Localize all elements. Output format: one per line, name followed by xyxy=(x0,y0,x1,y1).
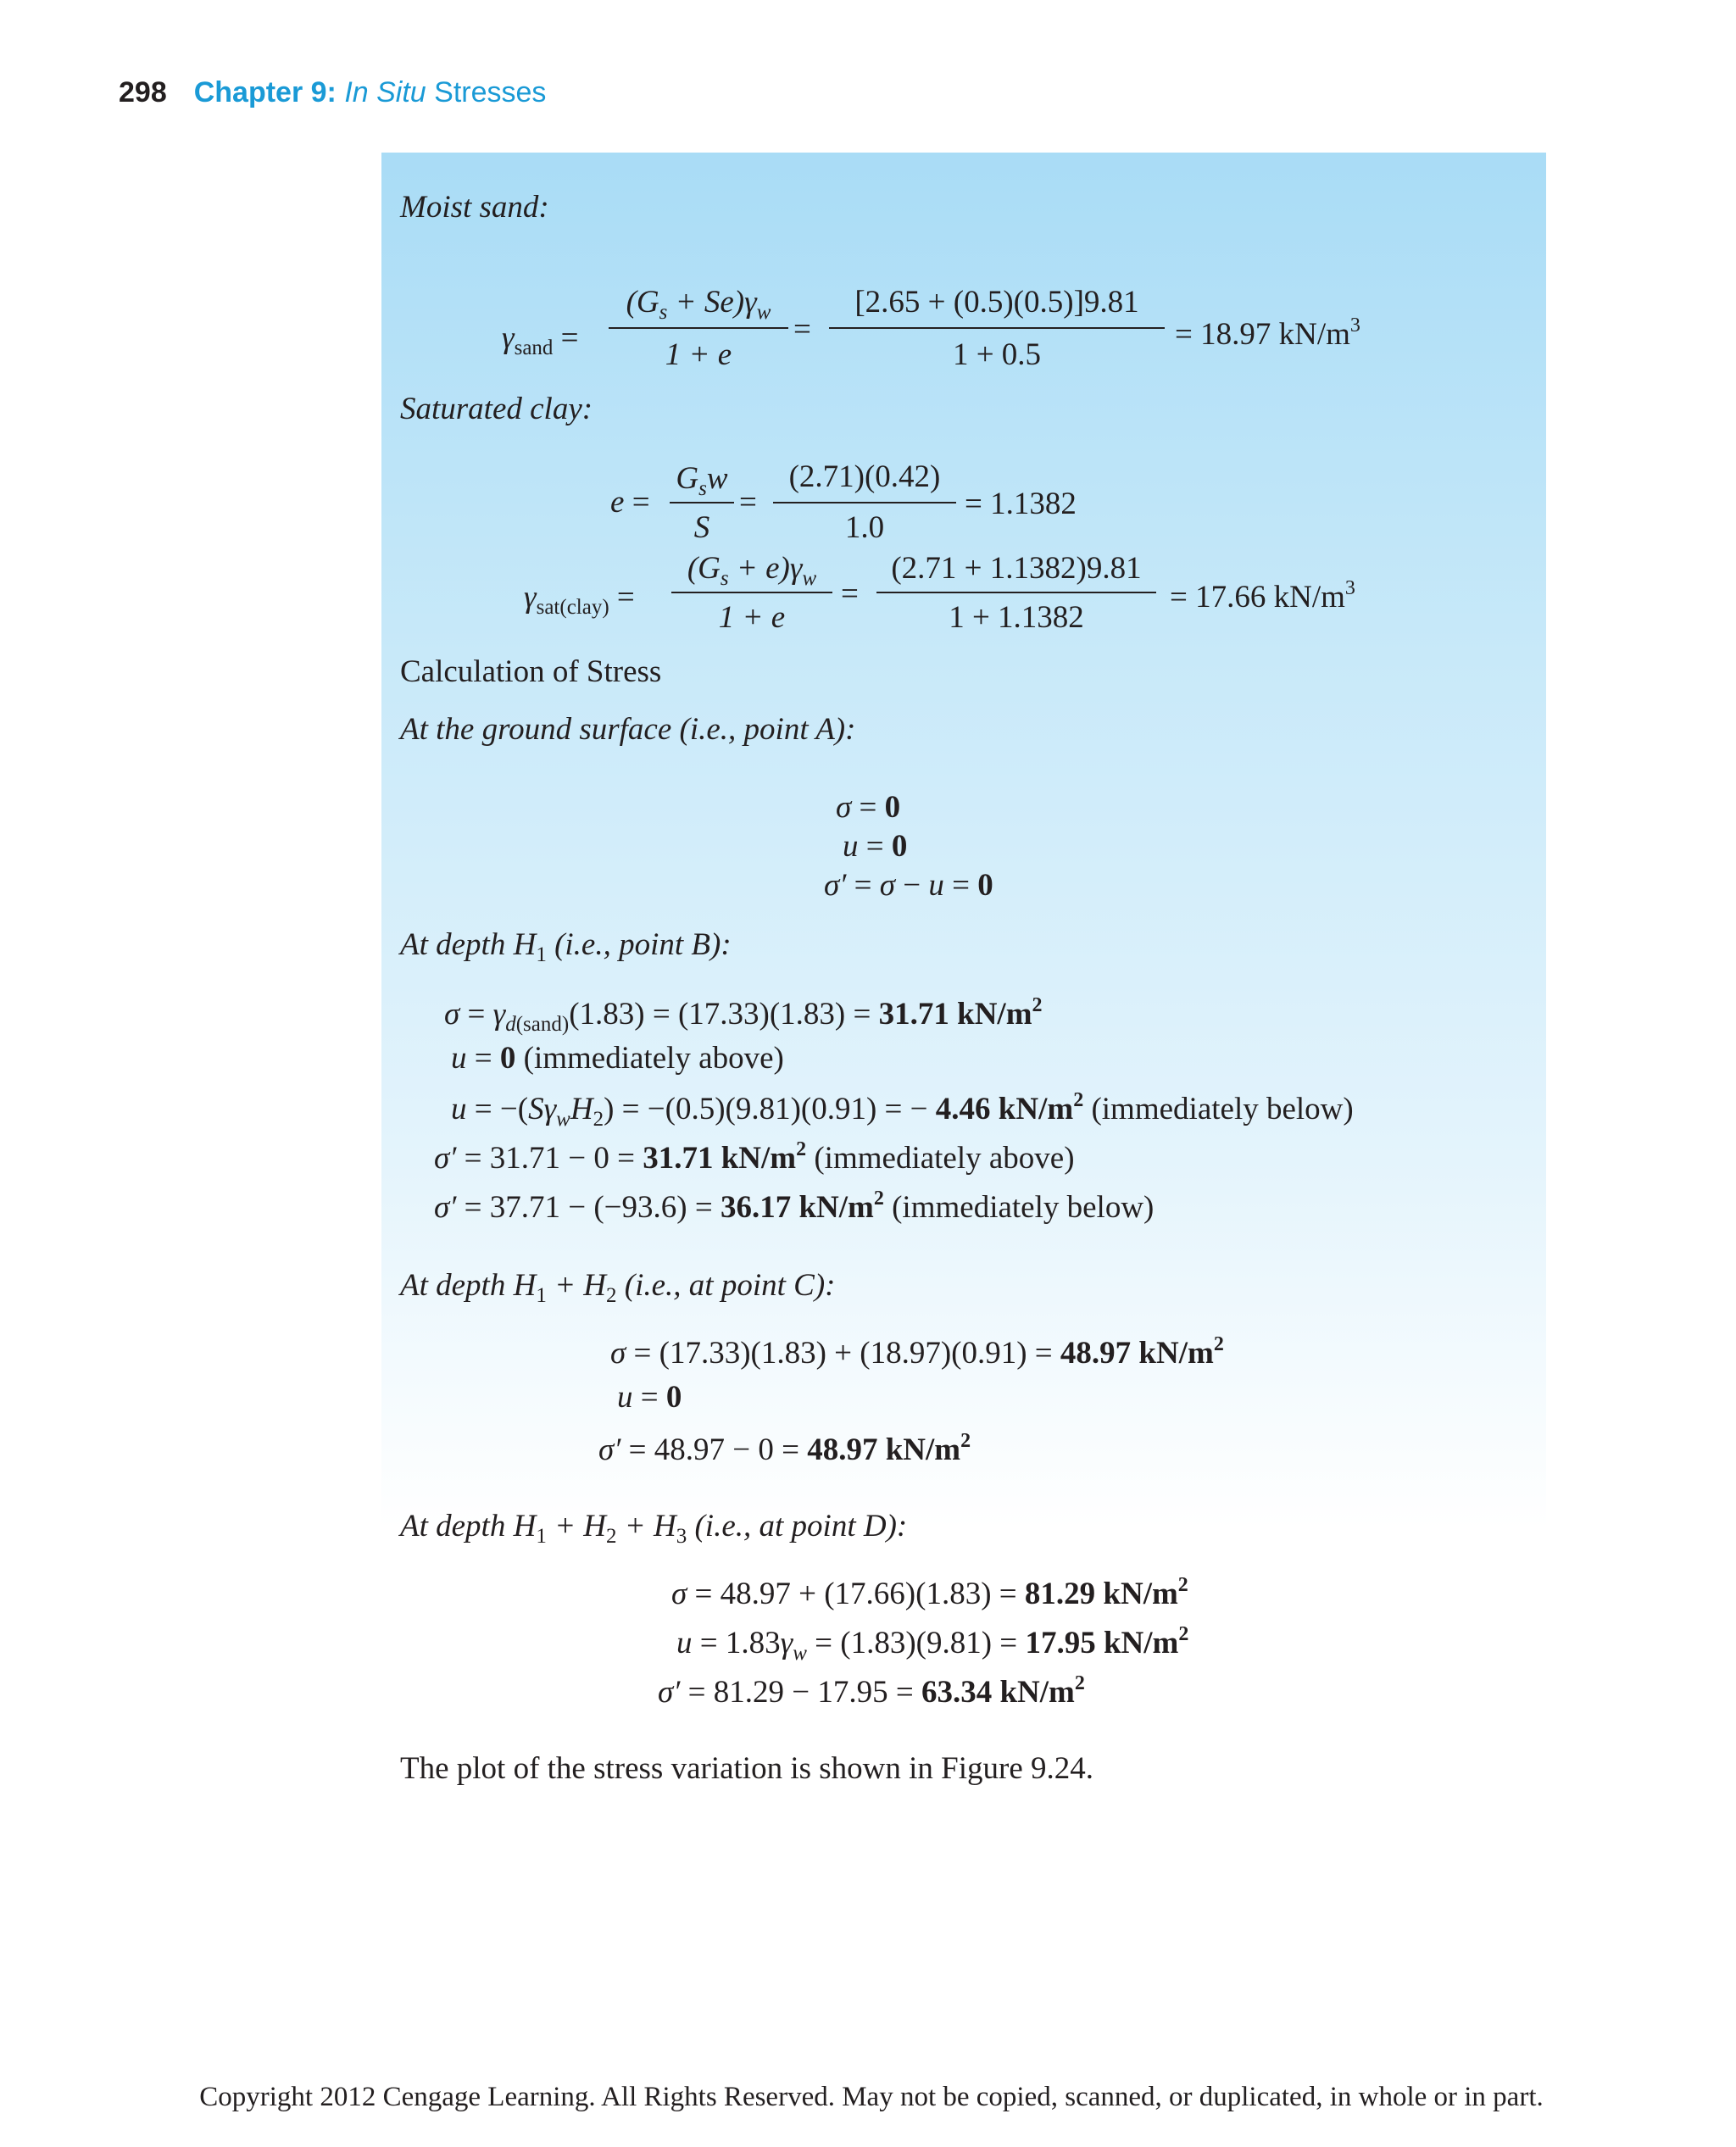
fraction-bar xyxy=(829,327,1165,329)
point-b-pore-pressure-above: u = 0 (immediately above) xyxy=(451,1041,784,1076)
void-ratio-result: = 1.1382 xyxy=(965,487,1077,521)
gamma-sand-symbol: $\gamma_{sand}$ = xyxy=(502,320,579,359)
gamma-sat-clay-symbol: $\gamma_{sat(clay)}$ = xyxy=(524,580,635,619)
clay-unit-weight-result: = 17.66 $kN/m^3$ xyxy=(1170,577,1355,615)
sand-formula-denominator: 1 + e xyxy=(665,337,732,372)
point-c-label: At depth $H_1 + H_2$ (i.e., at point C): xyxy=(400,1268,836,1307)
point-b-effective-stress-below: σ′ = 37.71 − (−93.6) = 36.17 $kN/m^2$ (immediately below) xyxy=(434,1188,1155,1225)
calc-stress-heading: Calculation of Stress xyxy=(400,654,662,689)
saturated-clay-label: Saturated clay: xyxy=(400,392,593,426)
point-a-total-stress: σ = 0 xyxy=(836,790,901,825)
fraction-bar xyxy=(670,502,734,503)
fraction-bar xyxy=(609,327,788,329)
sand-value-numerator: [2.65 + (0.5)(0.5)]9.81 xyxy=(854,285,1139,320)
point-c-total-stress: σ = (17.33)(1.83) + (18.97)(0.91) = 48.97 $kN/m^2$ xyxy=(610,1333,1224,1371)
copyright-footer: Copyright 2012 Cengage Learning. All Rights Reserved. May not be copied, scanned, or duplicated, in whole or in part. xyxy=(199,2082,1544,2112)
chapter-title-italic: In Situ xyxy=(344,76,426,108)
point-d-total-stress: σ = 48.97 + (17.66)(1.83) = 81.29 $kN/m^2$ xyxy=(671,1574,1188,1611)
chapter-title-rest: Stresses xyxy=(426,76,547,108)
page-number: 298 xyxy=(119,76,167,108)
point-d-label: At depth $H_1 + H_2 + H_3$ (i.e., at point D): xyxy=(400,1509,908,1548)
fraction-bar xyxy=(876,592,1156,593)
sand-value-denominator: 1 + 0.5 xyxy=(952,337,1042,372)
point-b-pore-pressure-below: $u = -(S\gamma_wH_2) = -(0.5)(9.81)(0.91)$ = − 4.46 $kN/m^2$ (immediately below) xyxy=(451,1089,1354,1131)
equals-sign: = xyxy=(739,485,757,520)
void-ratio-formula-numerator: $G_sw$ xyxy=(676,461,728,500)
point-d-effective-stress: σ′ = 81.29 − 17.95 = 63.34 $kN/m^2$ xyxy=(658,1672,1085,1710)
point-a-label: At the ground surface (i.e., point A): xyxy=(400,712,856,747)
fraction-bar xyxy=(773,502,956,503)
void-ratio-formula-denominator: S xyxy=(693,510,710,545)
clay-formula-denominator: 1 + e xyxy=(718,600,786,635)
point-c-pore-pressure: u = 0 xyxy=(617,1380,682,1415)
point-a-effective-stress: σ′ = σ − u = 0 xyxy=(824,868,993,903)
void-ratio-symbol: e = xyxy=(610,485,650,520)
clay-formula-numerator: $(G_s + e)\gamma_w$ xyxy=(687,551,817,590)
point-a-pore-pressure: u = 0 xyxy=(843,829,908,864)
sand-formula-numerator: $(G_s + Se)\gamma_w$ xyxy=(626,285,771,324)
fraction-bar xyxy=(671,592,832,593)
point-c-effective-stress: σ′ = 48.97 − 0 = 48.97 $kN/m^2$ xyxy=(598,1430,971,1467)
moist-sand-label: Moist sand: xyxy=(400,190,549,225)
running-header xyxy=(119,71,546,114)
clay-value-numerator: (2.71 + 1.1382)9.81 xyxy=(891,551,1142,586)
void-ratio-value-numerator: (2.71)(0.42) xyxy=(788,459,941,494)
clay-value-denominator: 1 + 1.1382 xyxy=(949,600,1084,635)
point-b-effective-stress-above: σ′ = 31.71 − 0 = 31.71 $kN/m^2$ (immediately above) xyxy=(434,1138,1075,1176)
void-ratio-value-denominator: 1.0 xyxy=(844,510,885,545)
closing-sentence: The plot of the stress variation is shown in Figure 9.24. xyxy=(400,1751,1094,1786)
chapter-label: Chapter 9: xyxy=(193,76,337,108)
point-b-total-stress: $\sigma = \gamma_{d(sand)}(1.83) = (17.33)(1.83) = 31.71$ $kN/m^2$ xyxy=(444,994,1043,1036)
equals-sign: = xyxy=(793,312,811,347)
equals-sign: = xyxy=(841,576,859,611)
point-d-pore-pressure: $u = 1.83\gamma_w = (1.83)(9.81) = 17.95$ $kN/m^2$ xyxy=(676,1623,1189,1665)
sand-unit-weight-result: = 18.97 $kN/m^3$ xyxy=(1175,314,1360,352)
point-b-label: At depth $H_1$ (i.e., point B): xyxy=(400,927,732,966)
